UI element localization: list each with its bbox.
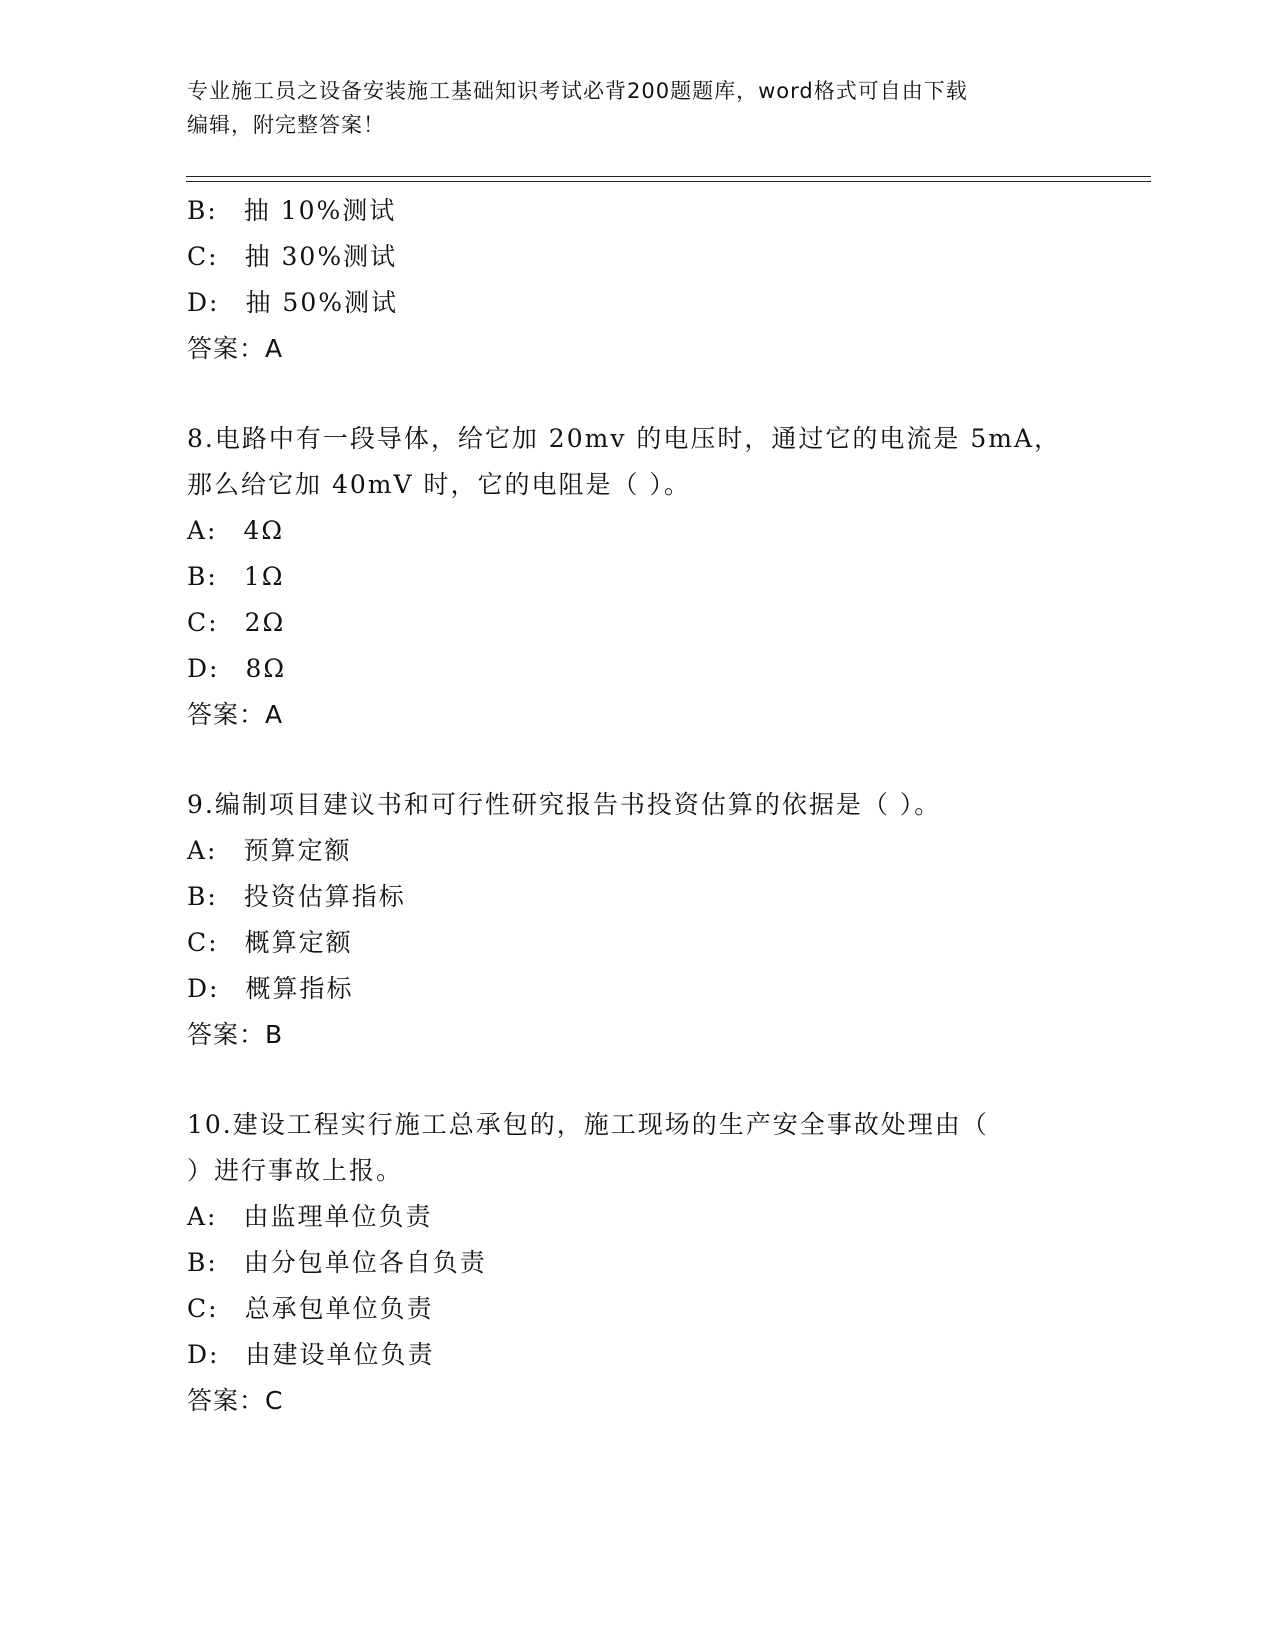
question-stem: 那么给它加 40mV 时，它的电阻是（ ）。 bbox=[187, 470, 691, 499]
question-10 bbox=[187, 1102, 1087, 1424]
option-text: 概算定额 bbox=[244, 928, 353, 957]
option-text: 投资估算指标 bbox=[243, 882, 406, 911]
option-d bbox=[187, 966, 1087, 1012]
option-text: 8Ω bbox=[245, 654, 287, 683]
option-text: 抽 30%测试 bbox=[244, 242, 398, 271]
option-b bbox=[187, 554, 1087, 600]
option-b bbox=[187, 1240, 1087, 1286]
option-c bbox=[187, 600, 1087, 646]
answer-line: 答案：A bbox=[187, 700, 284, 729]
option-key: A: bbox=[187, 1202, 218, 1231]
option-d bbox=[187, 1332, 1087, 1378]
document-header bbox=[187, 74, 1067, 142]
option-key: D: bbox=[187, 654, 220, 683]
option-text: 总承包单位负责 bbox=[244, 1294, 434, 1323]
option-b bbox=[187, 874, 1087, 920]
header-title-line-1: 专业施工员之设备安装施工基础知识考试必背200题题库，word格式可自由下载 bbox=[187, 79, 968, 103]
answer-line: 答案：A bbox=[187, 334, 284, 363]
option-key: C: bbox=[187, 242, 219, 271]
header-divider-bottom bbox=[186, 181, 1151, 182]
option-key: C: bbox=[187, 1294, 219, 1323]
option-c bbox=[187, 920, 1087, 966]
option-key: B: bbox=[187, 196, 218, 225]
option-text: 由分包单位各自负责 bbox=[243, 1248, 487, 1277]
option-c bbox=[187, 234, 1087, 280]
option-d bbox=[187, 646, 1087, 692]
option-key: A: bbox=[187, 516, 218, 545]
question-stem: 10.建设工程实行施工总承包的，施工现场的生产安全事故处理由（ bbox=[187, 1110, 989, 1139]
option-b bbox=[187, 188, 1087, 234]
option-c bbox=[187, 1286, 1087, 1332]
option-text: 抽 10%测试 bbox=[243, 196, 397, 225]
option-text: 4Ω bbox=[243, 516, 285, 545]
question-stem: 9.编制项目建议书和可行性研究报告书投资估算的依据是（ ）。 bbox=[187, 790, 942, 819]
option-text: 抽 50%测试 bbox=[245, 288, 398, 317]
option-key: A: bbox=[187, 836, 218, 865]
question-stem: 8.电路中有一段导体，给它加 20mv 的电压时，通过它的电流是 5mA， bbox=[187, 424, 1062, 453]
answer-line: 答案：B bbox=[187, 1020, 284, 1049]
option-text: 概算指标 bbox=[245, 974, 354, 1003]
header-title-line-2: 编辑，附完整答案！ bbox=[187, 113, 385, 137]
option-text: 1Ω bbox=[243, 562, 285, 591]
option-key: B: bbox=[187, 882, 218, 911]
option-key: D: bbox=[187, 288, 220, 317]
option-text: 由监理单位负责 bbox=[243, 1202, 433, 1231]
option-key: B: bbox=[187, 1248, 218, 1277]
option-key: D: bbox=[187, 1340, 220, 1369]
question-7-tail bbox=[187, 188, 1087, 372]
option-key: C: bbox=[187, 928, 219, 957]
option-a bbox=[187, 508, 1087, 554]
header-divider-top bbox=[186, 176, 1151, 177]
option-d bbox=[187, 280, 1087, 326]
question-list bbox=[187, 188, 1087, 1424]
option-key: D: bbox=[187, 974, 220, 1003]
option-a bbox=[187, 828, 1087, 874]
question-9 bbox=[187, 782, 1087, 1058]
answer-line: 答案：C bbox=[187, 1386, 284, 1415]
option-text: 由建设单位负责 bbox=[245, 1340, 435, 1369]
option-key: B: bbox=[187, 562, 218, 591]
option-text: 预算定额 bbox=[243, 836, 352, 865]
option-a bbox=[187, 1194, 1087, 1240]
option-key: C: bbox=[187, 608, 219, 637]
question-8 bbox=[187, 416, 1087, 738]
option-text: 2Ω bbox=[244, 608, 286, 637]
question-stem: ）进行事故上报。 bbox=[187, 1156, 404, 1185]
